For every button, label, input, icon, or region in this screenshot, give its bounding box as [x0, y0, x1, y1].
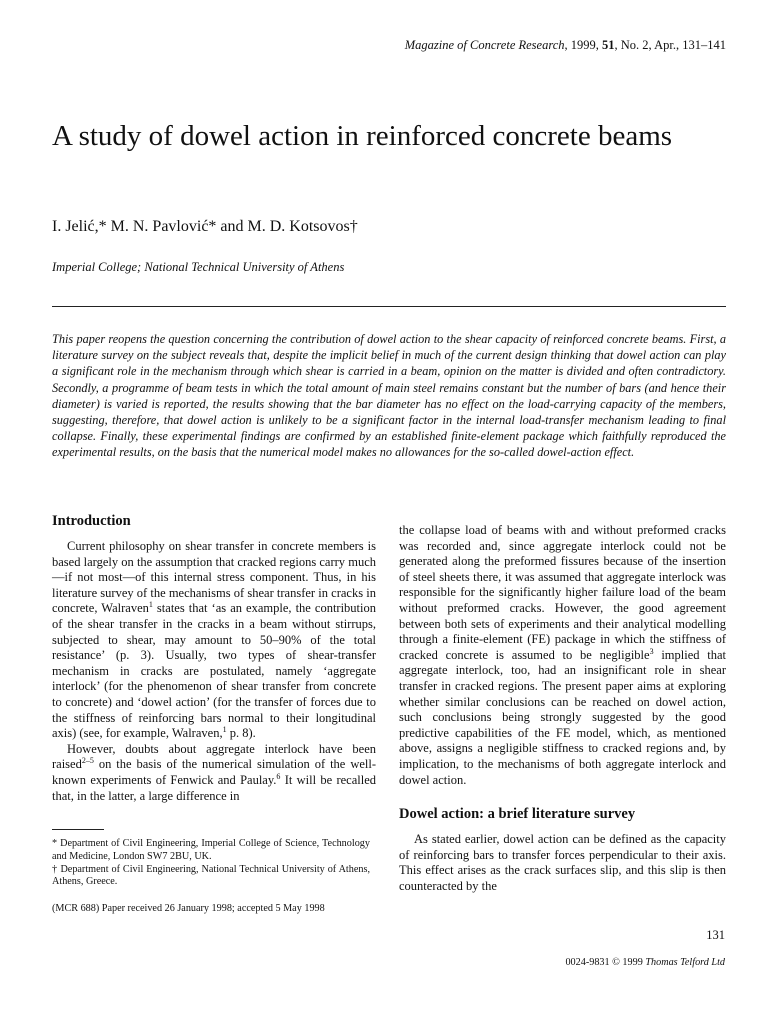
left-column — [52, 512, 376, 804]
reference-marker: 2–5 — [81, 756, 94, 766]
text-run: p. 8). — [226, 726, 256, 741]
reference-marker: 6 — [276, 771, 281, 781]
dowel-action-heading: Dowel action: a brief literature survey — [399, 806, 636, 823]
reference-marker: 1 — [222, 724, 227, 734]
abstract-divider — [52, 306, 726, 307]
intro-paragraph-1 — [52, 539, 376, 742]
journal-citation — [405, 38, 726, 53]
abstract: This paper reopens the question concerning the contribution of dowel action to the shear capacity of reinforced concrete beams. First, a literature survey on the subject reveals that, despite the implicit belief in much of the current design thinking that dowel action can play a significant role in the mechanism through which shear is carried in a beam, opinion on the matter is divided and often contradictory. Secondly, a programme of beam tests in which the total amount of main steel remains constant but the number of bars (and hence their diameter) is varied is reported, the results showing that the bar diameter has no effect on the load-carrying capacity of the members, suggesting, therefore, that dowel action is unlikely to be a significant factor in the internal load-transfer mechanism leading to final collapse. Finally, these experimental findings are confirmed by an established finite-element package which faithfully reproduced the experimental results, on the basis that the numerical model makes no allowances for the so-called dowel-action effect. — [52, 332, 726, 460]
footnote-divider — [52, 829, 104, 830]
page-number: 131 — [706, 928, 725, 942]
intro-paragraph-2 — [52, 742, 376, 804]
journal-year: , 1999, — [564, 38, 603, 52]
text-run: on the basis of the numerical simulation of the well-known experiments of Fenwick and Paulay. — [52, 757, 376, 787]
affiliation: Imperial College; National Technical University of Athens — [52, 260, 345, 274]
journal-issue-pages: , No. 2, Apr., 131–141 — [614, 38, 726, 52]
footnotes — [52, 838, 370, 916]
intro-paragraph-3 — [399, 523, 726, 788]
text-run: It will be recalled that, in the latter, a large difference in — [52, 772, 376, 803]
publisher-name: Thomas Telford Ltd — [645, 957, 725, 968]
reference-marker: 3 — [649, 646, 654, 656]
copyright-line — [565, 957, 725, 968]
footnote-athens: † Department of Civil Engineering, National Technical University of Athens, Athens, Greece. — [52, 863, 370, 888]
journal-volume: 51 — [602, 38, 615, 52]
right-column — [399, 523, 726, 894]
text-run: implied that aggregate interlock, too, had an insignificant role in shear transfer in cracked regions. The present paper aims at exploring whether similar conclusions can be reached on dowel action, such conclusions being strongly suggested by the good predictive capabilities of the FE model, which, as mentioned above, assigns a negligible stiffness to cracked regions and, by implication, to the mechanisms of both aggregate interlock and dowel action. — [399, 647, 727, 787]
footnote-imperial: * Department of Civil Engineering, Imperial College of Science, Technology and Medicine, London SW7 2BU, UK. — [52, 838, 370, 862]
footnote-received: (MCR 688) Paper received 26 January 1998; accepted 5 May 1998 — [52, 903, 325, 915]
paper-title: A study of dowel action in reinforced concrete beams — [52, 120, 673, 152]
text-run: Current philosophy on shear transfer in concrete members is based largely on the assumption that cracked regions carry much—if not most—of this internal stress component. Thus, in his literature survey of the mechanisms of shear transfer in cracks in concrete, Walraven — [52, 539, 376, 616]
text-run: However, doubts about aggregate interlock have been raised — [52, 741, 376, 772]
text-run: states that ‘as an example, the contribution of the shear transfer in the cracks in a beam without stirrups, subjected to shear, may amount to 50–90% of the total resistance’ (p. 3). Usually, two types of shear-transfer mechanism in cracks are postulated, namely ‘aggregate interlock’ (for the phenomenon of shear transfer from concrete to concrete) and ‘dowel action’ (for the transfer of forces due to the stiffness of reinforcing bars normal to their longitudinal axis) (see, for example, Walraven, — [52, 601, 376, 741]
dowel-paragraph-1: As stated earlier, dowel action can be defined as the capacity of reinforcing bars to transfer forces perpendicular to their axis. This effect arises as the crack surfaces slip, and this slip is then counteracted by the — [399, 832, 726, 893]
text-run: the collapse load of beams with and without preformed cracks was recorded and, since aggregate interlock could not be generated along the preformed fissures because of the insertion of steel sheets there, it was assumed that aggregate interlock was responsible for the significantly higher failure load of the beam without preformed cracks. However, the good agreement between both sets of experiments and their analytical modelling through a finite-element (FE) package in which the stiffness of cracked concrete is assumed to be negligible — [399, 523, 726, 662]
journal-name: Magazine of Concrete Research — [404, 38, 565, 52]
issn-copyright: 0024-9831 © 1999 — [565, 957, 646, 968]
author-list: I. Jelić,* M. N. Pavlović* and M. D. Kotsovos† — [52, 218, 358, 235]
introduction-heading: Introduction — [52, 513, 131, 529]
reference-marker: 1 — [148, 600, 153, 610]
